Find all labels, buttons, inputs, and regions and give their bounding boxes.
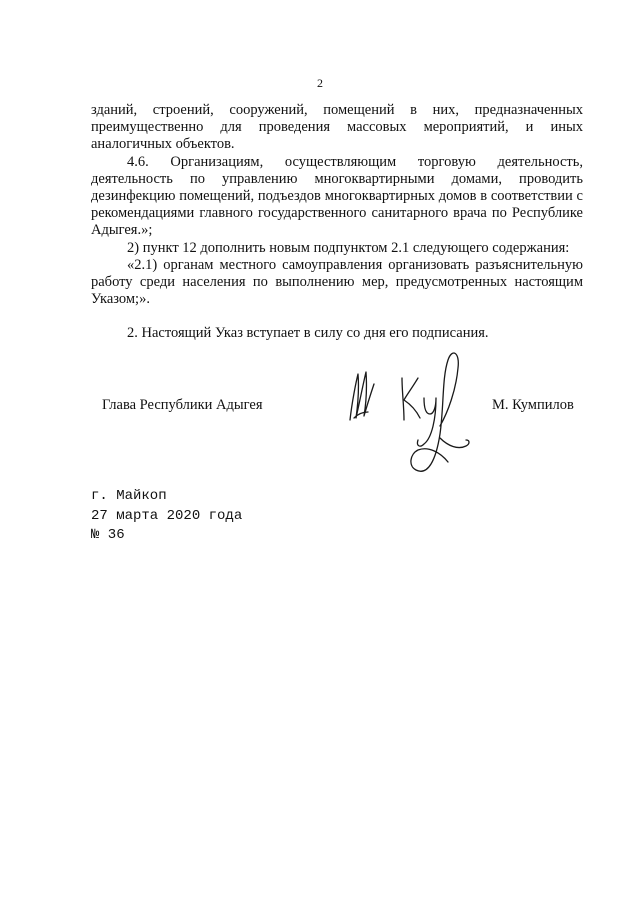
paragraph-subitem-2-1: «2.1) органам местного самоуправления организовать разъяснительную работу среди населения по выполнению мер, предусмотренных настоящим Указом;». [91,256,583,308]
signatory-title: Глава Республики Адыгея [102,397,263,413]
page-number: 2 [317,76,323,90]
handwritten-signature [344,342,474,492]
footer-city: г. Майкоп [91,488,167,504]
footer-number: № 36 [91,527,125,543]
signatory-name: М. Кумпилов [492,397,574,413]
footer-date: 27 марта 2020 года [91,507,243,524]
paragraph-item-2: 2) пункт 12 дополнить новым подпунктом 2.1 следующего содержания: [127,239,570,256]
paragraph-effective-date: 2. Настоящий Указ вступает в силу со дня его подписания. [127,325,489,342]
paragraph-continuation: зданий, строений, сооружений, помещений в них, предназначенных преимущественно для проведения массовых мероприятий, и иных аналогичных объектов. [91,102,583,153]
document-footer [91,487,242,546]
paragraph-4-6: 4.6. Организациям, осуществляющим торговую деятельность, деятельность по управлению многоквартирными домами, проводить дезинфекцию помещений, подъездов многоквартирных домов в соответствии с рекомендациями главного государственного санитарного врача по Республике Адыгея.»; [91,153,583,239]
document-body [91,102,583,343]
